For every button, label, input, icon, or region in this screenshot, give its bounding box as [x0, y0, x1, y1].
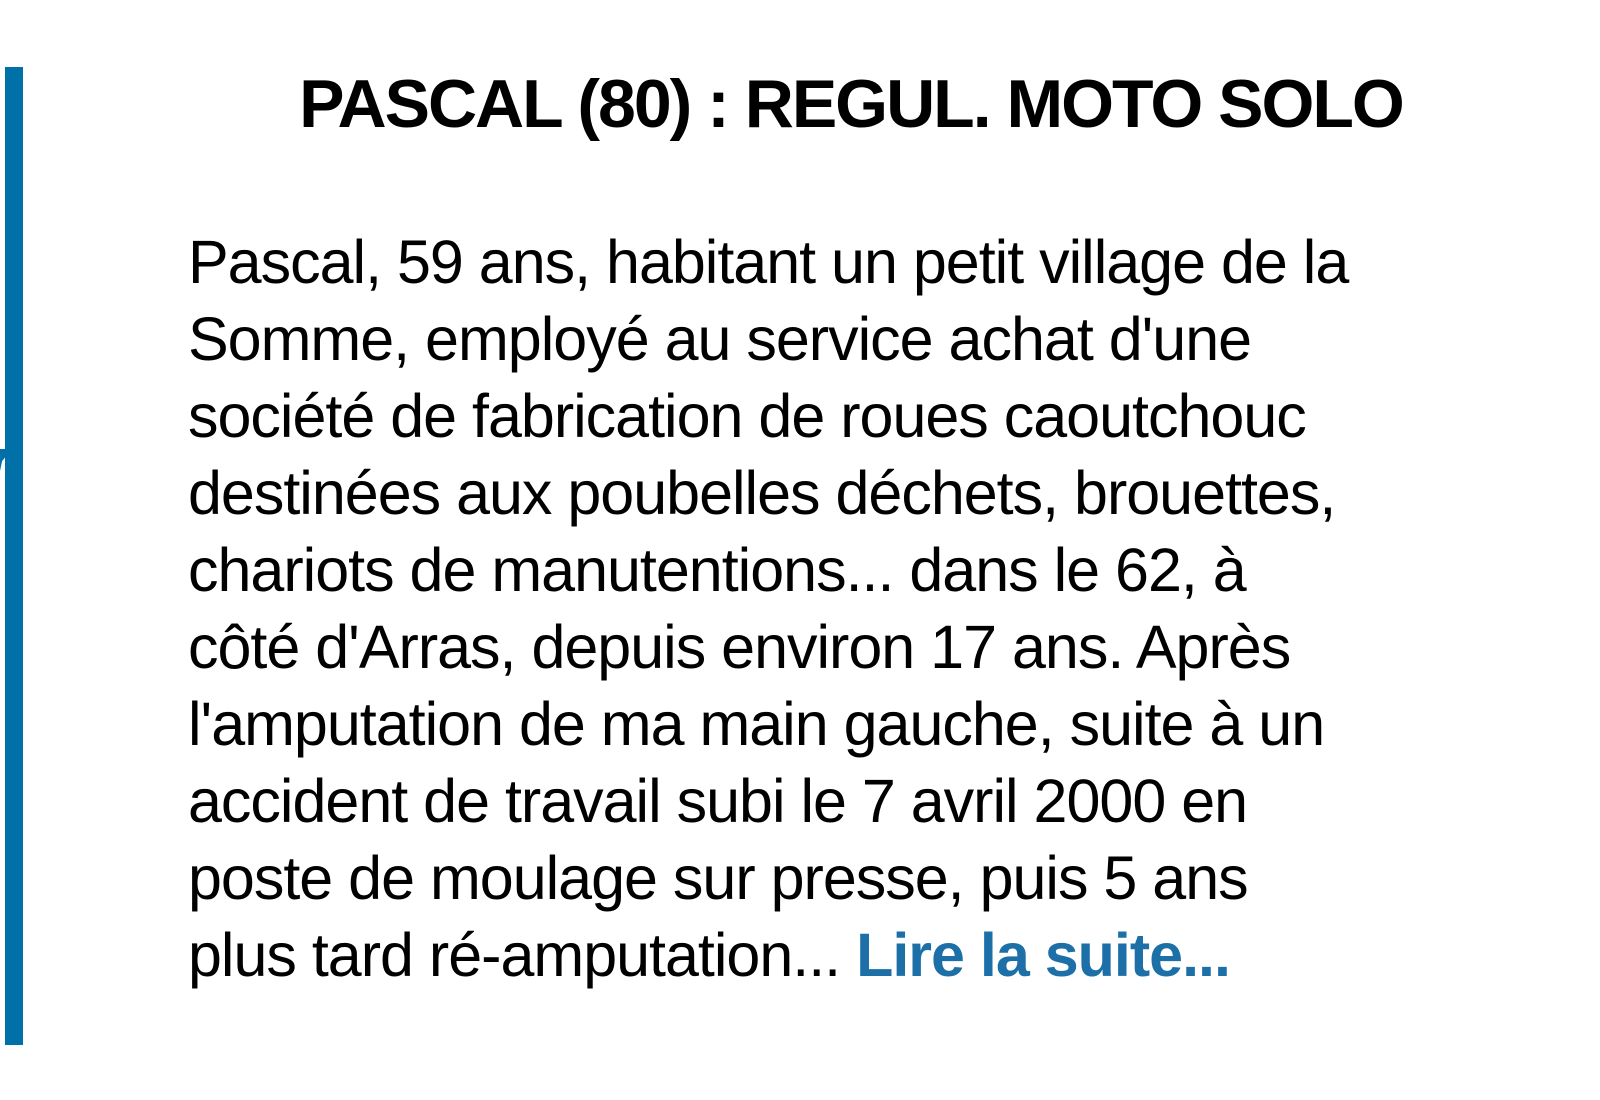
body-line: chariots de manutentions... dans le 62, à: [188, 536, 1246, 604]
body-line: l'amputation de ma main gauche, suite à un: [188, 690, 1325, 758]
body-line: Pascal, 59 ans, habitant un petit village de la: [188, 228, 1349, 296]
body-line: côté d'Arras, depuis environ 17 ans. Après: [188, 613, 1291, 681]
body-last-line: [188, 917, 1588, 994]
accent-bar: [5, 67, 23, 1045]
article-title: PASCAL (80) : REGUL. MOTO SOLO: [299, 66, 1403, 142]
last-line-text: plus tard ré-amputation...: [188, 921, 857, 989]
body-line: destinées aux poubelles déchets, brouettes,: [188, 459, 1336, 527]
body-line: société de fabrication de roues caoutchouc: [188, 382, 1306, 450]
body-line: accident de travail subi le 7 avril 2000 en: [188, 767, 1248, 835]
body-line: Somme, employé au service achat d'une: [188, 305, 1252, 373]
article-body: [188, 224, 1588, 994]
body-line: poste de moulage sur presse, puis 5 ans: [188, 844, 1248, 912]
read-more-link[interactable]: Lire la suite...: [856, 921, 1230, 989]
